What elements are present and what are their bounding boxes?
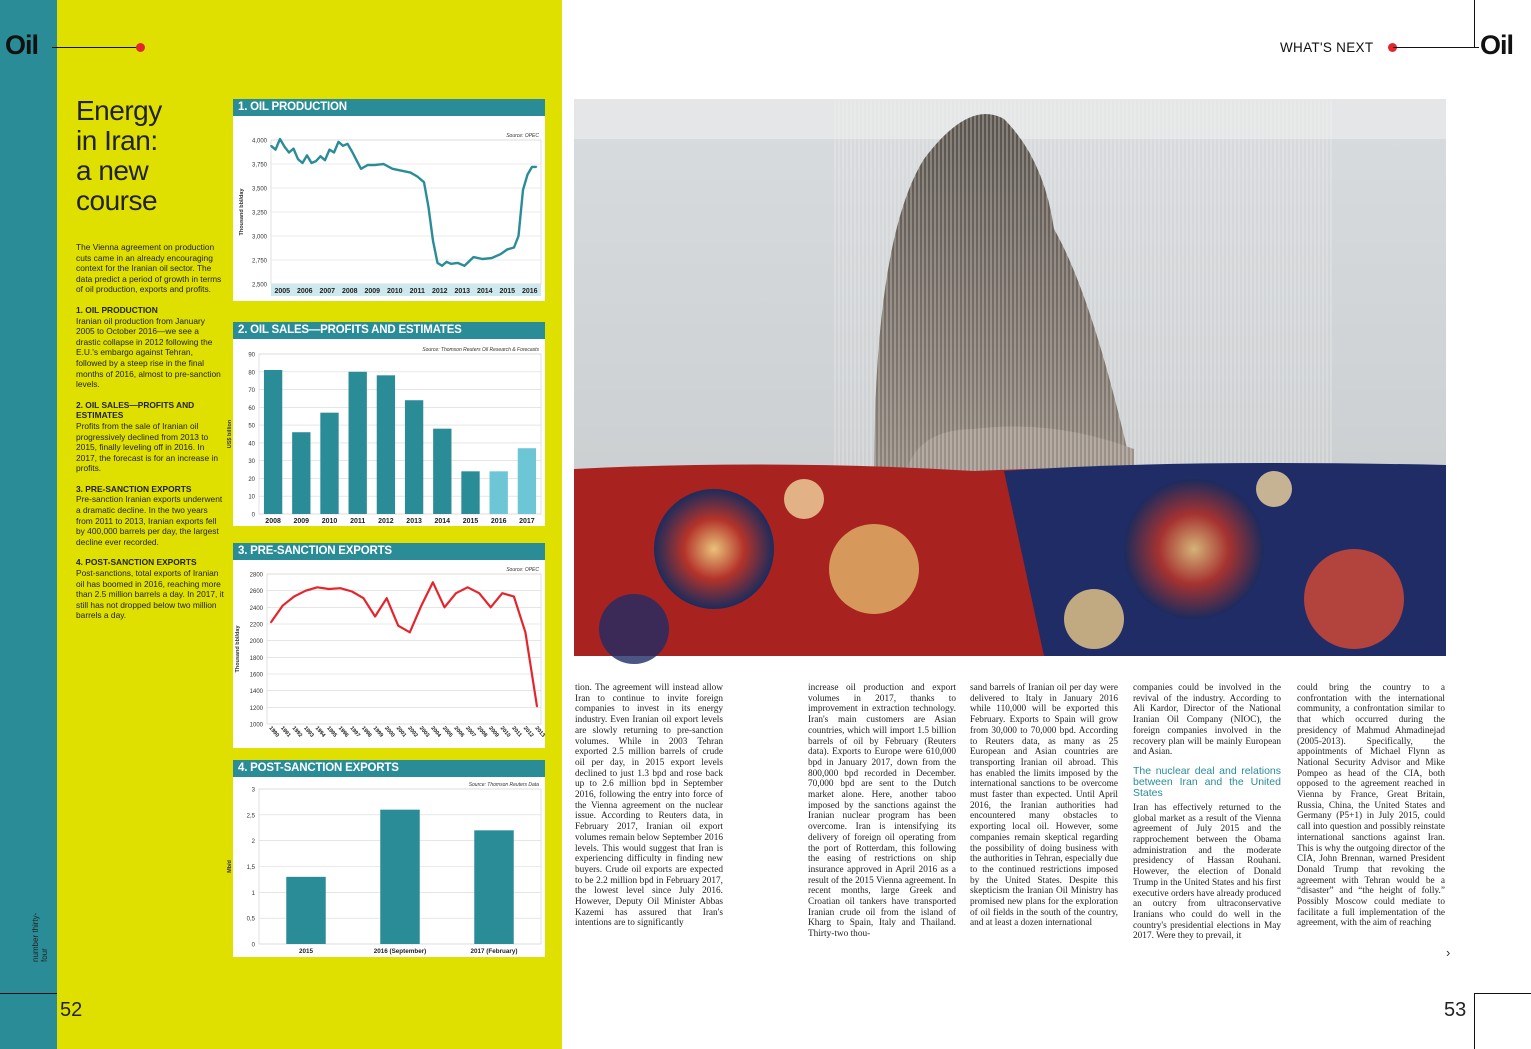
x-tick-label: 1999 (371, 725, 385, 739)
data-point (423, 181, 425, 183)
y-axis-label: US$ billion (227, 419, 233, 449)
x-tick-label: 2011 (409, 288, 425, 295)
header-rule-left (52, 47, 137, 48)
x-tick-label: 1998 (359, 725, 373, 739)
bar (461, 471, 479, 514)
intro-text (76, 242, 224, 631)
data-point (464, 265, 466, 267)
x-tick-label: 2002 (406, 725, 419, 739)
data-point (409, 631, 411, 633)
x-tick-label: 2013 (406, 518, 422, 525)
chart-post-sanction-exports (227, 760, 545, 957)
data-point (297, 158, 299, 160)
chart-svg (233, 116, 545, 301)
data-point (525, 631, 527, 633)
x-tick-label: 1993 (302, 725, 315, 739)
chart-title: 4. POST-SANCTION EXPORTS (233, 760, 545, 777)
bar (292, 432, 310, 514)
data-point (536, 166, 538, 168)
data-point (374, 164, 376, 166)
bar (405, 400, 423, 514)
x-tick-label: 2015 (462, 518, 479, 525)
y-tick-label: 3,750 (251, 162, 267, 169)
y-axis-label: Thousand bbl/day (235, 625, 241, 673)
x-tick-label: 2011 (510, 725, 523, 739)
x-tick-label: 2008 (265, 518, 281, 525)
oil-logo-right: Oil (1480, 30, 1514, 60)
bar (377, 375, 395, 514)
y-tick-label: 3,000 (251, 234, 267, 241)
data-point (432, 240, 434, 242)
y-tick-label: 60 (248, 405, 255, 412)
section-2 (76, 400, 224, 474)
section-3 (76, 484, 224, 548)
article-paragraph: increase oil production and export volumes in 2017, thanks to improvement in extraction technology. Iran's main customers are Asian countries, which will import 1.5 billion barrels of oil by February (Reuters data). Exports to Europe were 610,000 bpd in January 2017, down from the 800,000 bpd recorded in December. 70,000 bpd are sent to the Dutch market alone. Here, another taboo imposed by the sanctions against the Iranian nuclear program has been overcome. Iran is intensifying its delivery of foreign oil operating from the port of Rotterdam, this following the easing of restrictions on ship insurance approved in April 2016 as a result of the 2015 Vienna agreement. In recent months, large Greek and Croatian oil tankers have transported Iranian crude oil from the island of Kharg to Spain, Italy and Thailand. Thirty-two thou- (808, 683, 956, 940)
data-point (270, 145, 272, 147)
article-column-4 (1133, 683, 1281, 942)
y-tick-label: 3,250 (251, 210, 267, 217)
data-point (324, 159, 326, 161)
y-tick-label: 2200 (249, 622, 263, 629)
data-point (467, 586, 469, 588)
y-tick-label: 10 (248, 494, 255, 501)
data-point (416, 176, 418, 178)
y-tick-label: 2,500 (251, 282, 267, 289)
x-tick-label: 2011 (350, 518, 366, 525)
data-point (410, 172, 412, 174)
article-paragraph: sand barrels of Iranian oil per day were delivered to Italy in January 2016 while 110,000 will be exported this February. Exports to Spain will grow from 30,000 to 70,000 bpd. According to Reuters data, as many as 25 European and Asian countries are transporting Iranian oil abroad. This has enabled the limits imposed by the international sanctions to be overcome must faster than expected. Until April 2016, the Iranian authorities had encountered many obstacles to exporting local oil. However, some companies remain skeptical regarding the possibility of doing business with the authorities in Tehran, especially due to the continued restrictions imposed by the United States. Despite this skepticism the Iranian Oil Ministry has promised new plans for the exploration of oil fields in the south of the country, and at least a dozen international (970, 683, 1118, 929)
footer-rule-left (0, 993, 57, 994)
x-tick-label: 2000 (383, 725, 396, 739)
data-point (490, 606, 492, 608)
y-tick-label: 0 (251, 942, 255, 949)
data-point (455, 592, 457, 594)
data-point (270, 621, 272, 623)
bar (433, 429, 451, 514)
x-tick-label: 2006 (452, 725, 465, 739)
x-tick-label: 2014 (434, 518, 451, 525)
data-point (333, 152, 335, 154)
section-heading: 2. OIL SALES—PROFITS AND ESTIMATES (76, 399, 195, 421)
chart-pre-sanction-exports (233, 543, 545, 748)
data-point (428, 206, 430, 208)
header-rule-right (1393, 47, 1479, 48)
title-line: Energy (76, 95, 162, 126)
x-tick-label: 2010 (386, 288, 403, 295)
title-line: a new (76, 155, 149, 186)
x-tick-label: 1997 (348, 725, 361, 739)
section-label: WHAT'S NEXT (1280, 40, 1374, 55)
x-tick-label: 2010 (321, 518, 338, 525)
bar (490, 471, 508, 514)
x-tick-label: 2009 (487, 725, 500, 739)
x-tick-label: 2008 (475, 725, 489, 739)
y-tick-label: 2800 (249, 572, 263, 579)
section-heading: 3. PRE-SANCTION EXPORTS (76, 483, 192, 494)
y-tick-label: 0 (251, 512, 255, 519)
x-tick-label: 1990 (267, 725, 280, 739)
y-tick-label: 90 (248, 352, 255, 359)
y-tick-label: 1400 (249, 689, 263, 696)
data-point (392, 168, 394, 170)
data-point (342, 145, 344, 147)
x-tick-label: 2004 (429, 725, 442, 739)
data-point (383, 163, 385, 165)
x-tick-label: 2005 (440, 725, 454, 739)
header-vrule-right (1474, 0, 1475, 48)
chart-title: 2. OIL SALES—PROFITS AND ESTIMATES (233, 322, 545, 339)
data-point (527, 174, 529, 176)
data-point (351, 591, 353, 593)
section-text: Profits from the sale of Iranian oil progressively declined from 2013 to 2015, finally leveling off in 2016. In 2017, the forecast is for an increase in profits. (76, 420, 218, 474)
section-text: Post-sanctions, total exports of Iranian oil has boomed in 2016, reaching more than 2.5 million barrels a day. In 2017, it still has not dropped below two million barrels a day. (76, 568, 224, 621)
chart-source: Source: Thomson Reuters Data (468, 782, 539, 788)
y-tick-label: 50 (248, 423, 255, 430)
data-point (284, 146, 286, 148)
bar (518, 448, 536, 514)
x-tick-label: 2007 (319, 288, 336, 295)
x-tick-label: 2005 (274, 288, 291, 295)
x-tick-label: 1992 (290, 725, 304, 739)
data-point (386, 597, 388, 599)
chart-svg (233, 560, 545, 748)
data-point (482, 258, 484, 260)
data-point (293, 596, 295, 598)
data-point (501, 592, 503, 594)
page-number-right: 53 (1444, 999, 1467, 1021)
chart-oil-sales (227, 322, 545, 526)
data-point (522, 189, 524, 191)
y-tick-label: 4,000 (251, 138, 267, 145)
y-tick-label: 1,5 (246, 865, 255, 871)
x-tick-label: 2008 (341, 288, 358, 295)
red-dot-left (136, 43, 145, 52)
x-tick-label: 2016 (521, 288, 538, 295)
y-tick-label: 40 (248, 441, 255, 448)
x-tick-label: 1994 (313, 725, 327, 739)
data-point (347, 143, 349, 145)
article-column-5 (1297, 683, 1445, 929)
data-point (293, 148, 295, 150)
x-tick-label: 2009 (293, 518, 310, 525)
page-number-left: 52 (60, 999, 83, 1021)
article-column-2 (808, 683, 956, 940)
y-tick-label: 1200 (249, 705, 263, 712)
x-tick-label: 2003 (417, 725, 431, 739)
x-tick-label: 2012 (521, 725, 535, 739)
data-point (420, 605, 422, 607)
y-tick-label: 2,750 (251, 258, 267, 265)
data-point (500, 253, 502, 255)
y-tick-label: 2600 (249, 589, 263, 596)
data-point (282, 605, 284, 607)
data-point (531, 166, 533, 168)
data-point (450, 263, 452, 265)
y-axis-label: Mb/d (227, 860, 233, 873)
data-point (356, 159, 358, 161)
x-tick-label: 2013 (533, 725, 546, 739)
x-tick-label: 2013 (454, 288, 471, 295)
x-tick-label: 2001 (394, 725, 408, 739)
carpet-weaving-photo (574, 99, 1446, 656)
x-tick-label: 2015 (298, 948, 314, 955)
data-point (288, 152, 290, 154)
x-tick-label: 1996 (336, 725, 350, 739)
x-tick-label: 1991 (279, 725, 292, 739)
x-tick-label: 2014 (476, 288, 493, 295)
data-point (279, 138, 281, 140)
data-point (432, 581, 434, 583)
x-tick-label: 2016 (490, 518, 507, 525)
data-point (363, 597, 365, 599)
footer-vrule-right (1474, 993, 1475, 1049)
x-tick-label: 1995 (325, 725, 338, 739)
y-tick-label: 1800 (249, 655, 263, 662)
intro-paragraph: The Vienna agreement on production cuts came in an already encouraging context for the Iranian oil sector. The data predict a period of growth in terms of oil production, exports and profits. (76, 242, 222, 295)
section-text: Iranian oil production from January 2005 to October 2016—we see a drastic collapse in 2012 following the E.U.'s embargo against Tehran, followed by a steep rise in the final months of 2016, almost to pre-sanction levels. (76, 315, 221, 390)
chart-title: 1. OIL PRODUCTION (233, 99, 545, 116)
data-point (302, 162, 304, 164)
page-title (76, 96, 226, 216)
data-point (329, 149, 331, 151)
chart-svg (227, 339, 545, 526)
x-tick-label: 2007 (464, 725, 477, 739)
data-point (367, 164, 369, 166)
chart-oil-production (233, 99, 545, 301)
data-point (506, 249, 508, 251)
data-point (351, 151, 353, 153)
data-point (360, 168, 362, 170)
article-paragraph: companies could be involved in the revival of the industry. According to Ali Kardor, Director of the National Iranian Oil Company (NIOC), the foreign companies involved in the recovery plan will be mainly European and Asian. (1133, 683, 1281, 758)
y-tick-label: 3,500 (251, 186, 267, 193)
bar (349, 372, 367, 514)
chart-source: Source: Thomson Reuters Oil Research & Forecasts (422, 347, 539, 353)
x-tick-label: 2017 (519, 518, 535, 525)
article-column-3 (970, 683, 1118, 929)
bar (264, 370, 282, 514)
bar (380, 810, 419, 944)
y-tick-label: 30 (248, 459, 255, 466)
data-point (316, 586, 318, 588)
y-tick-label: 2000 (249, 639, 263, 646)
data-point (513, 596, 515, 598)
y-tick-label: 2 (251, 839, 255, 846)
bar (474, 830, 513, 944)
data-point (446, 261, 448, 263)
chart-svg (227, 777, 545, 957)
section-heading: 1. OIL PRODUCTION (76, 304, 158, 315)
article-column-1 (575, 683, 723, 929)
data-point (478, 592, 480, 594)
section-4 (76, 557, 224, 621)
footer-rule-right (1474, 993, 1531, 994)
title-line: in Iran: (76, 125, 158, 156)
x-tick-label: 2012 (431, 288, 448, 295)
x-tick-label: 2017 (February) (470, 948, 518, 955)
data-point (306, 155, 308, 157)
chart-title: 3. PRE-SANCTION EXPORTS (233, 543, 545, 560)
data-point (518, 235, 520, 237)
x-tick-label: 2009 (364, 288, 381, 295)
y-tick-label: 2,5 (246, 813, 255, 820)
article-subhead: The nuclear deal and relations between Iran and the United States (1133, 764, 1281, 799)
section-heading: 4. POST-SANCTION EXPORTS (76, 557, 197, 568)
chart-source: Source: OPEC (506, 133, 539, 139)
y-tick-label: 80 (248, 370, 255, 377)
oil-logo-left: Oil (5, 30, 39, 60)
article-paragraph: tion. The agreement will instead allow Iran to continue to invite foreign companies to invest in its energy industry. Even Iranian oil export levels are slowly returning to pre-sanction volumes. While in 2003 Tehran exported 2.5 million barrels of crude oil per day, in 2015 export levels declined to just 1.3 bpd and rose back up to 2.6 million bpd in September 2016, following the entry into force of the Vienna agreement on the nuclear issue. According to Reuters data, in February 2017, Iranian oil export volumes remain below September 2016 levels. This would suggest that Iran is experiencing difficulty in finding new buyers. Crude oil exports are expected to be 2.2 million bpd in February 2017, the lowest level since July 2016. However, Deputy Oil Minister Abbas Kazemi has assured that Iran's intentions are to significantly (575, 683, 723, 929)
issue-label: number thirty-four (31, 912, 49, 962)
x-tick-label: 2012 (378, 518, 394, 525)
x-tick-label: 2015 (499, 288, 516, 295)
x-tick-label: 2006 (296, 288, 313, 295)
y-tick-label: 20 (248, 476, 255, 483)
article-paragraph: could bring the country to a confrontation with the international community, a confrontation similar to that which occurred during the presidency of Mahmud Ahmadinejad (2005-2013). Specifically, the appointments of Michael Flynn as National Security Advisor and Mike Pompeo as head of the CIA, both opposed to the agreement reached in Vienna by France, Great Britain, Russia, China, the United States and Germany (P5+1) in July 2015, could call into question and possibly reinstate international sanctions against Iran. This is why the outgoing director of the CIA, John Brennan, warned President Donald Trump that revoking the agreement with Tehran would be a “disaster” and “the height of folly.” Possibly Moscow could mediate to facilitate a full implementation of the agreement, with the aim of reaching (1297, 683, 1445, 929)
bar (320, 413, 338, 514)
data-point (275, 149, 277, 151)
chart-source: Source: OPEC (506, 567, 539, 573)
data-point (305, 590, 307, 592)
data-point (401, 170, 403, 172)
section-text: Pre-sanction Iranian exports underwent a dramatic decline. In the two years from 2011 to 2013, Iranian exports fell by 400,000 barrels per day, the largest decline ever recorded. (76, 494, 223, 547)
x-tick-label: 2016 (September) (373, 948, 427, 955)
data-point (536, 706, 538, 708)
data-point (457, 262, 459, 264)
y-tick-label: 1600 (249, 672, 263, 679)
y-tick-label: 1 (251, 890, 255, 897)
photo-illustration (574, 99, 1446, 656)
y-tick-label: 2400 (249, 605, 263, 612)
data-point (328, 588, 330, 590)
left-margin-band (0, 0, 57, 1049)
data-point (320, 156, 322, 158)
data-point (397, 625, 399, 627)
y-tick-label: 0,5 (246, 916, 255, 923)
data-point (441, 265, 443, 267)
data-point (315, 160, 317, 162)
x-tick-label: 2010 (498, 725, 512, 739)
data-point (339, 587, 341, 589)
data-point (491, 257, 493, 259)
y-tick-label: 70 (248, 388, 255, 395)
title-line: course (76, 185, 158, 216)
data-point (444, 606, 446, 608)
bar (286, 877, 325, 944)
article-paragraph: Iran has effectively returned to the global market as a result of the Vienna agreement of July 2015 and the rapprochement between the Obama administration and the moderate presidency of Hassan Rouhani. However, the election of Donald Trump in the United States and his first executive orders have already produced an outcry from ultraconservative Iranians who could do well in the country's presidential elections in May 2017. Were they to prevail, it (1133, 802, 1281, 942)
section-1 (76, 305, 224, 390)
data-point (473, 256, 475, 258)
continue-arrow-icon: › (1446, 945, 1451, 960)
y-tick-label: 1000 (249, 722, 263, 729)
y-axis-label: Thousand bbl/day (239, 188, 245, 236)
data-point (513, 247, 515, 249)
y-tick-label: 3 (251, 787, 255, 794)
data-point (338, 141, 340, 143)
data-point (437, 262, 439, 264)
data-point (311, 162, 313, 164)
data-point (374, 616, 376, 618)
